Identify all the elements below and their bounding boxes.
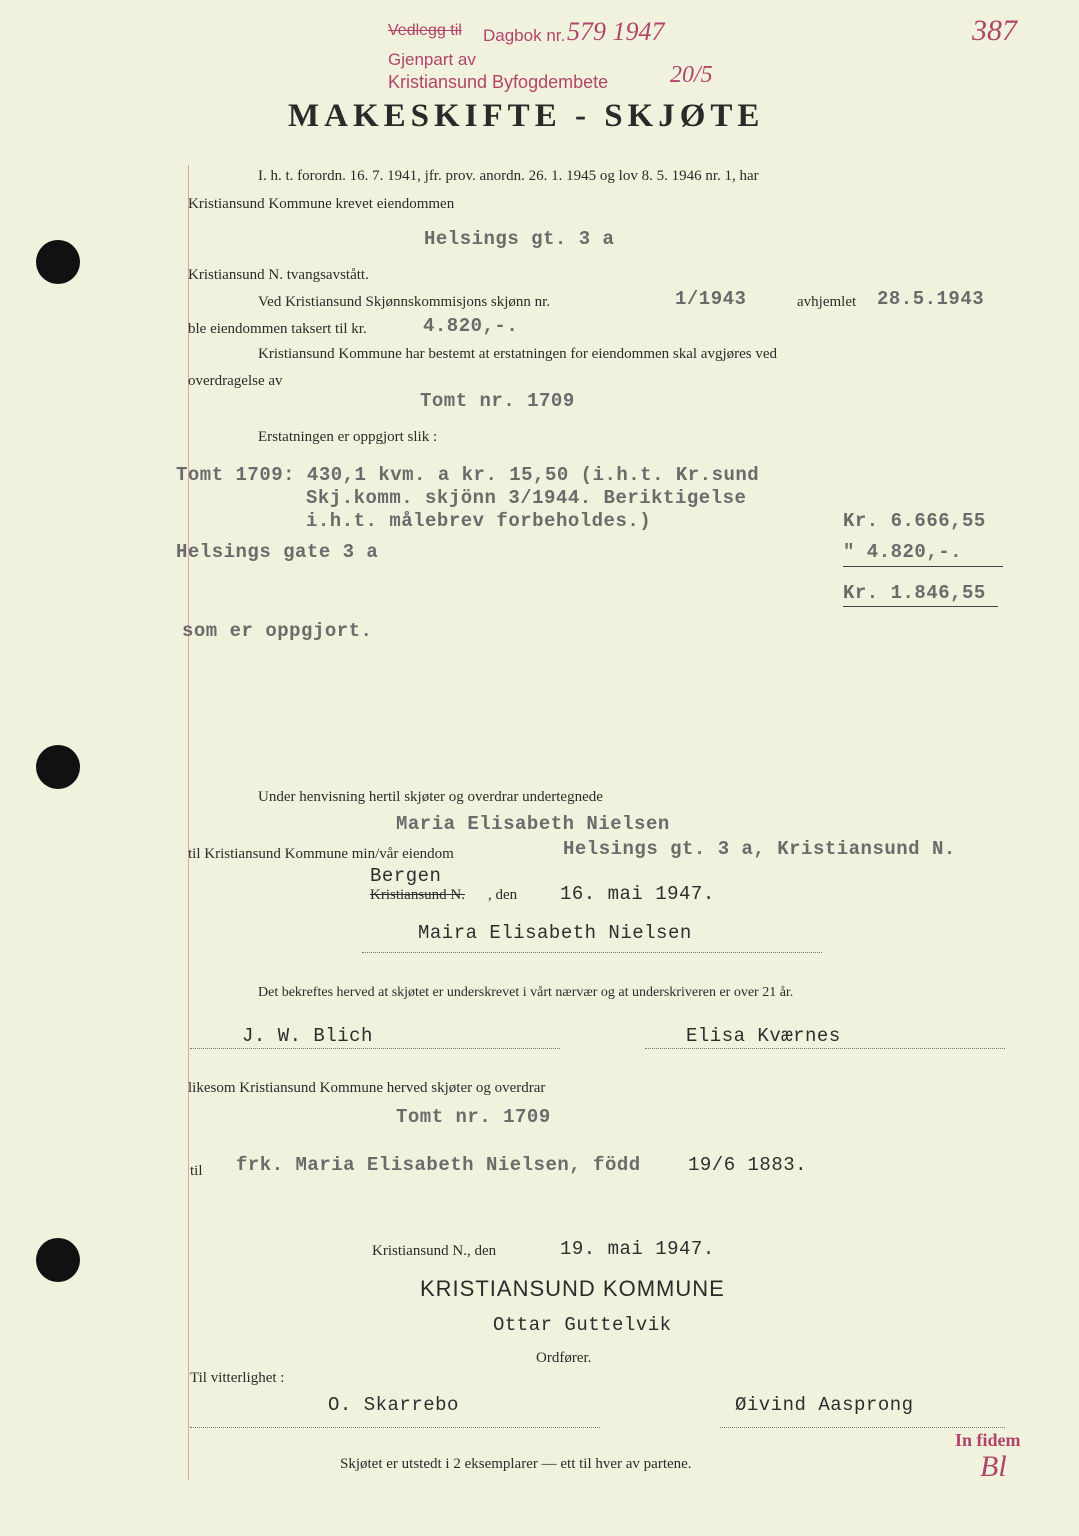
transfer-date-label: , den [488,887,518,903]
settlement-row2-amount: " 4.820,-. [843,541,963,563]
intro-line-5a: ble eiendommen taksert til kr. [188,321,367,337]
witness-1-line [190,1048,560,1049]
witness-text: Det bekreftes herved at skjøtet er underskrevet i vårt nærvær og at underskriveren er over 21 år. [258,985,794,1000]
transfer-line-1: Under henvisning hertil skjøter og overdrar undertegnede [258,789,603,805]
intro-line-1: I. h. t. forordn. 16. 7. 1941, jfr. prov. anordn. 26. 1. 1945 og lov 8. 5. 1946 nr. 1, har [258,168,759,184]
margin-line [188,165,189,1480]
settlement-row1-line2: Skj.komm. skjönn 3/1944. Beriktigelse [306,487,747,509]
settlement-closing: som er oppgjort. [182,620,373,642]
stamp-struck-vedlegg: Vedlegg til [388,22,462,39]
stamp-gjenpart: Gjenpart av [388,50,476,69]
intro-line-4b: avhjemlet [797,294,857,310]
settlement-row1-amount: Kr. 6.666,55 [843,510,986,532]
taksert-amount: 4.820,-. [423,315,519,337]
footer-initials: Bl [980,1450,1007,1483]
municipality-til: til [190,1163,203,1179]
transfer-line-2a: til Kristiansund Kommune min/vår eiendom [188,846,454,862]
transfer-place-struck: Kristiansund N. [370,887,465,903]
avhjemlet-date: 28.5.1943 [877,288,985,310]
skjonn-number: 1/1943 [675,288,747,310]
transfer-name: Maria Elisabeth Nielsen [396,813,670,835]
transfer-signature-line [362,952,822,953]
intro-line-7: overdragelse av [188,373,283,389]
stamp-date-handwritten: 20/5 [670,62,713,88]
stamp-dagbok-label: Dagbok nr. [483,26,566,45]
witness-2-line [645,1048,1005,1049]
settlement-row1-line1: Tomt 1709: 430,1 kvm. a kr. 15,50 (i.h.t. Kr.sund [176,464,760,486]
vitterlighet-witness-2: Øivind Aasprong [735,1394,914,1416]
municipality-birthdate: 19/6 1883. [688,1154,808,1176]
intro-line-8: Erstatningen er oppgjort slik : [258,429,438,445]
punch-hole-bottom [36,1238,80,1282]
document-title: MAKESKIFTE - SKJØTE [288,98,765,134]
vitterlighet-witness-1: O. Skarrebo [328,1394,459,1416]
intro-tomt: Tomt nr. 1709 [420,390,575,412]
settlement-row1-line3: i.h.t. målebrev forbeholdes.) [306,510,652,532]
settlement-total-line [843,606,998,607]
witness-2: Elisa Kværnes [686,1025,841,1047]
witness-1: J. W. Blich [242,1025,373,1047]
municipality-org: KRISTIANSUND KOMMUNE [420,1276,725,1301]
transfer-property: Helsings gt. 3 a, Kristiansund N. [563,838,956,860]
vitterlighet-witness-1-line [190,1427,600,1428]
transfer-signature: Maira Elisabeth Nielsen [418,922,692,944]
intro-line-4a: Ved Kristiansund Skjønnskommisjons skjønn nr. [258,294,551,310]
settlement-subtotal-line [843,566,1003,567]
municipality-role: Ordfører. [536,1350,592,1366]
intro-line-3: Kristiansund N. tvangsavstått. [188,267,369,283]
footer-text: Skjøtet er utstedt i 2 eksemplarer — ett til hver av partene. [340,1456,692,1472]
municipality-recipient: frk. Maria Elisabeth Nielsen, född [236,1154,641,1176]
settlement-total: Kr. 1.846,55 [843,582,986,604]
municipality-place-date-label: Kristiansund N., den [372,1243,497,1259]
municipality-date: 19. mai 1947. [560,1238,715,1260]
municipality-line-1: likesom Kristiansund Kommune herved skjøter og overdrar [188,1080,546,1096]
stamp-dagbok-number: 579 1947 [567,17,665,46]
punch-hole-top [36,240,80,284]
page-number: 387 [972,14,1017,47]
footer-stamp: In fidem [955,1430,1021,1450]
intro-property: Helsings gt. 3 a [424,228,615,250]
stamp-byfogdembete: Kristiansund Byfogdembete [388,72,609,92]
municipality-signer: Ottar Guttelvik [493,1314,672,1336]
municipality-tomt: Tomt nr. 1709 [396,1106,551,1128]
punch-hole-middle [36,745,80,789]
vitterlighet-witness-2-line [720,1427,1005,1428]
intro-line-6: Kristiansund Kommune har bestemt at erstatningen for eiendommen skal avgjøres ved [258,346,778,362]
vitterlighet-label: Til vitterlighet : [190,1370,285,1386]
intro-line-2: Kristiansund Kommune krevet eiendommen [188,196,455,212]
settlement-row2-label: Helsings gate 3 a [176,541,379,563]
transfer-place-override: Bergen [370,865,442,887]
transfer-date: 16. mai 1947. [560,883,715,905]
